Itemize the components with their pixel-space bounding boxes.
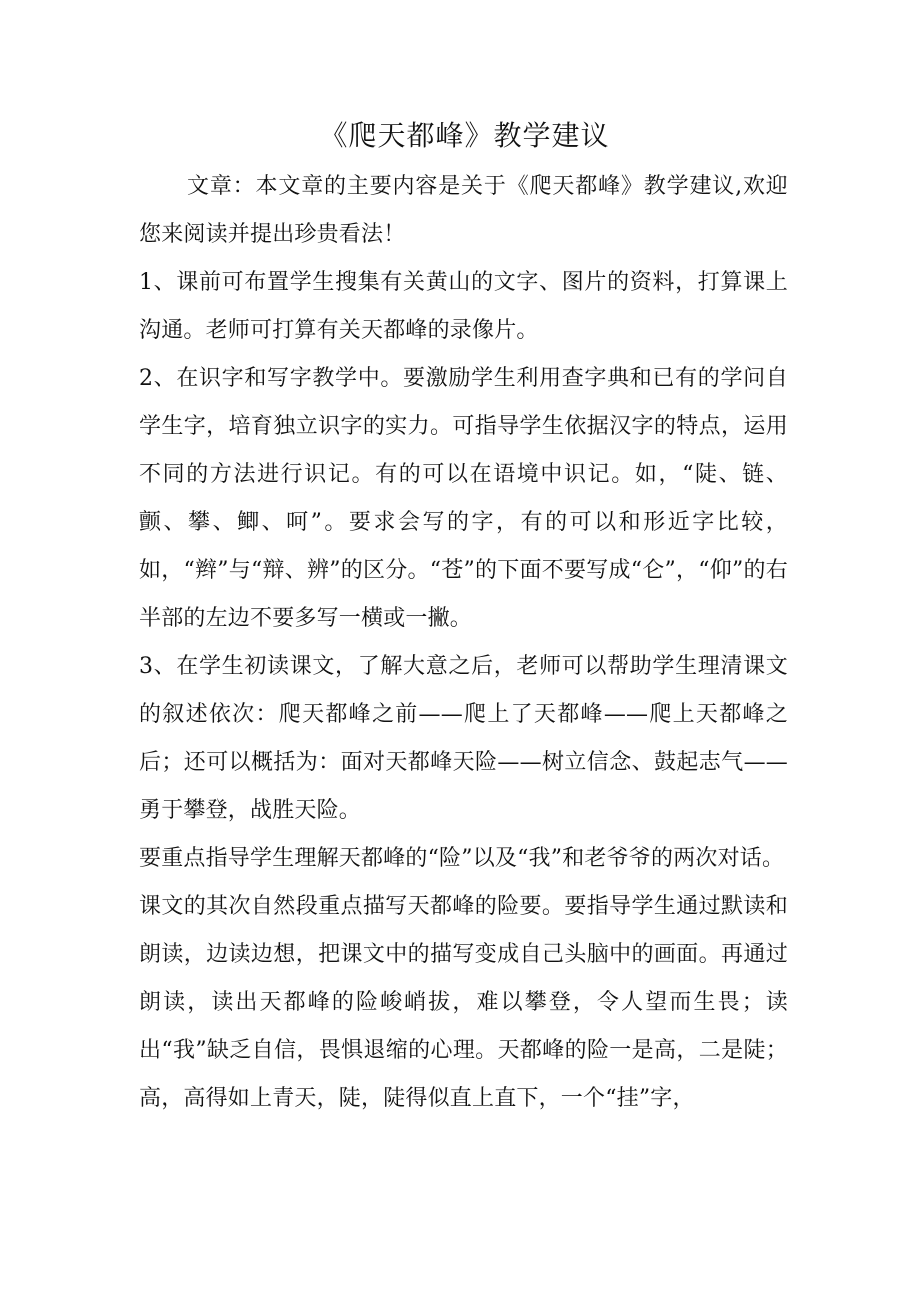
paragraph-item-2: 2、在识字和写字教学中。要激励学生利用查字典和已有的学问自学生字，培育独立识字的实力。可指导学生依据汉字的特点，运用不同的方法进行识记。有的可以在语境中识记。如，“陡、链、颤、攀、鲫、呵”。要求会写的字，有的可以和形近字比较，如，“辫”与“辩、辨”的区分。“苍”的下面不要写成“仑”，“仰”的右半部的左边不要多写一横或一撇。	[139, 366, 788, 631]
second-section-paragraph: 课文的其次自然段重点描写天都峰的险要。要指导学生通过默读和朗读，边读边想，把课文中的描写变成自己头脑中的画面。再通过朗读，读出天都峰的险峻峭拔，难以攀登，令人望而生畏；读出“我”缺乏自信，畏惧退缩的心理。天都峰的险一是高，二是陡；高，高得如上青天，陡，陡得似直上直下，一个“挂”字，	[139, 894, 788, 1111]
paragraph-item-3: 3、在学生初读课文，了解大意之后，老师可以帮助学生理清课文的叙述依次：爬天都峰之前——爬上了天都峰——爬上天都峰之后；还可以概括为：面对天都峰天险——树立信念、鼓起志气——勇于攀登，战胜天险。	[139, 654, 788, 823]
intro-paragraph: 文章：本文章的主要内容是关于《爬天都峰》教学建议,欢迎您来阅读并提出珍贵看法！	[139, 174, 788, 247]
paragraph-item-1: 1、课前可布置学生搜集有关黄山的文字、图片的资料，打算课上沟通。老师可打算有关天都峰的录像片。	[139, 270, 788, 343]
key-focus-paragraph: 要重点指导学生理解天都峰的“险”以及“我”和老爷爷的两次对话。	[139, 846, 785, 871]
document-title: 《爬天都峰》教学建议	[319, 119, 610, 152]
